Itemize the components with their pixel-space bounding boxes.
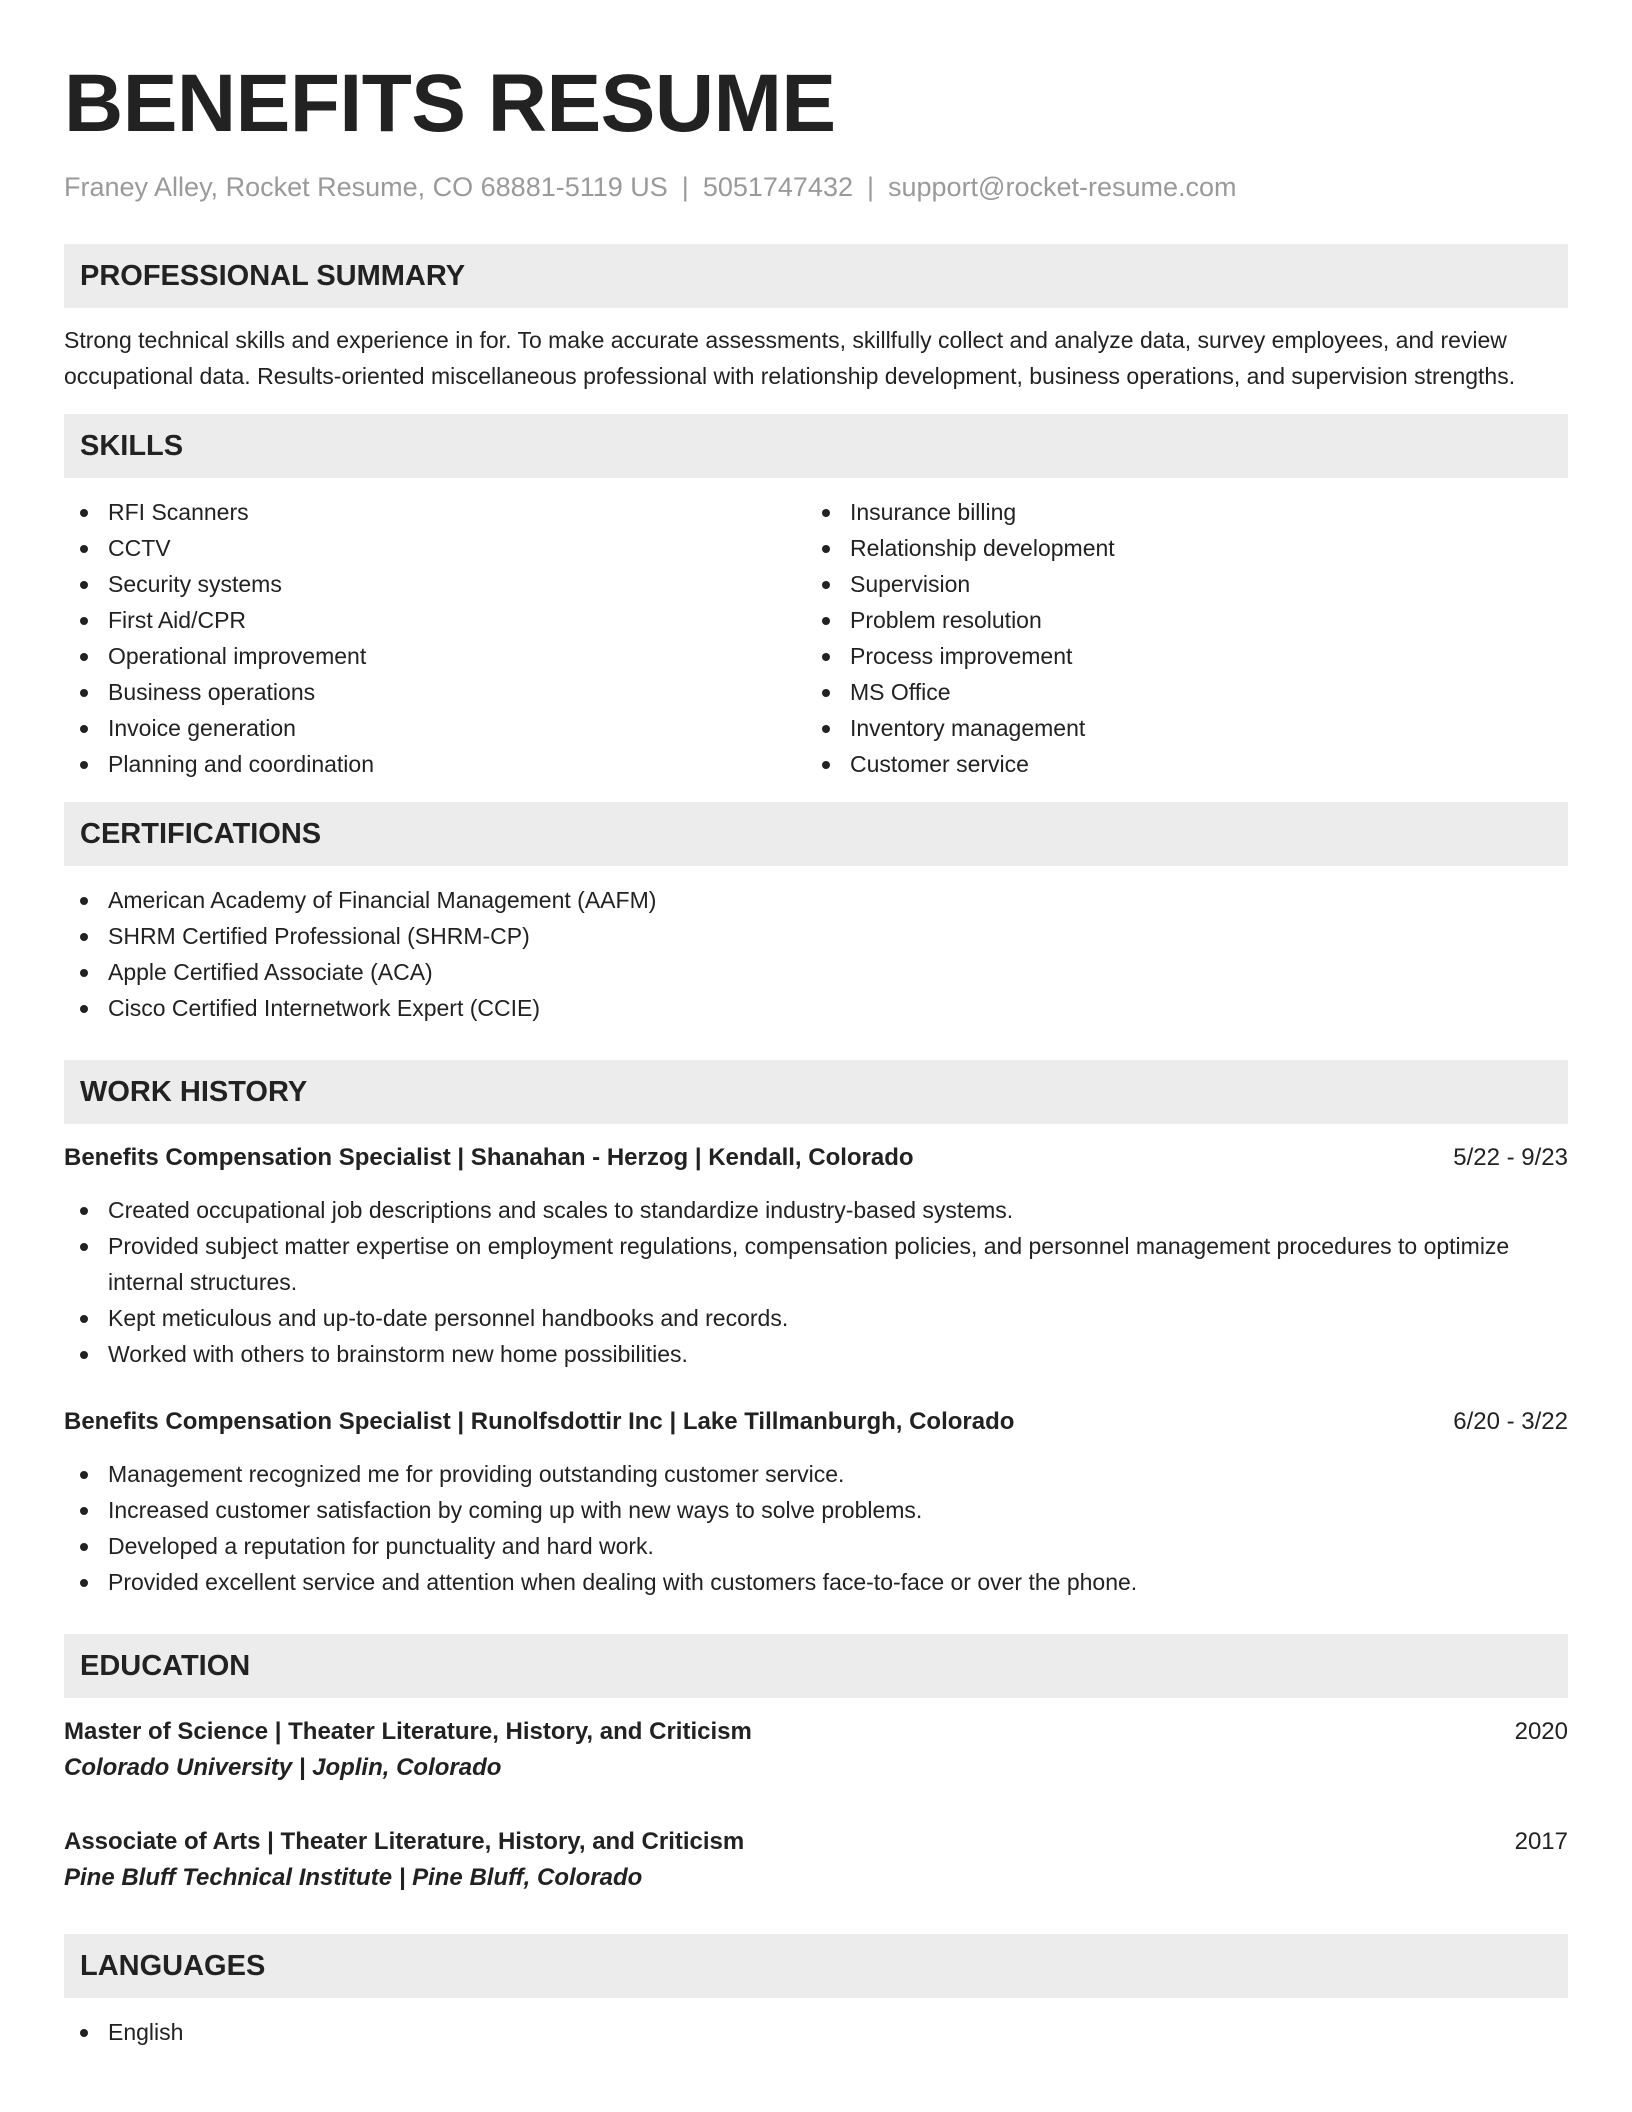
skills-list-left <box>64 494 806 782</box>
skill-item: Process improvement <box>806 638 1548 674</box>
job-bullet: Increased customer satisfaction by coming up with new ways to solve problems. <box>64 1492 1568 1528</box>
resume-page <box>64 0 1568 2050</box>
contact-address: Franey Alley, Rocket Resume, CO 68881-5119 US <box>64 172 668 202</box>
skill-item: Security systems <box>64 566 806 602</box>
job-title: Benefits Compensation Specialist | Shanahan - Herzog | Kendall, Colorado <box>64 1144 914 1171</box>
skill-item: Business operations <box>64 674 806 710</box>
job-header <box>64 1140 1568 1176</box>
job-bullet: Developed a reputation for punctuality and hard work. <box>64 1528 1568 1564</box>
contact-separator: | <box>681 172 689 202</box>
skill-item: Inventory management <box>806 710 1548 746</box>
skill-item: Problem resolution <box>806 602 1548 638</box>
skill-item: MS Office <box>806 674 1548 710</box>
job-dates: 6/20 - 3/22 <box>1453 1408 1568 1435</box>
education-header <box>64 1714 1568 1750</box>
education-header <box>64 1824 1568 1860</box>
job-bullet: Worked with others to brainstorm new home possibilities. <box>64 1336 1568 1372</box>
skill-item: Supervision <box>806 566 1548 602</box>
job-dates: 5/22 - 9/23 <box>1453 1144 1568 1171</box>
education-school: Colorado University | Joplin, Colorado <box>64 1754 502 1781</box>
section-header-certifications: CERTIFICATIONS <box>64 802 1568 866</box>
contact-email: support@rocket-resume.com <box>888 172 1237 202</box>
job-bullet: Management recognized me for providing outstanding customer service. <box>64 1456 1568 1492</box>
resume-title: BENEFITS RESUME <box>64 58 836 149</box>
skill-item: Operational improvement <box>64 638 806 674</box>
skill-item: Insurance billing <box>806 494 1548 530</box>
summary-text: Strong technical skills and experience in for. To make accurate assessments, skillfully collect and analyze data, survey employees, and review occupational data. Results-oriented miscellaneous professional with relationship development, business operations, and supervision strengths. <box>64 327 1516 389</box>
education-year: 2017 <box>1514 1828 1568 1855</box>
job-bullet: Created occupational job descriptions and scales to standardize industry-based systems. <box>64 1192 1568 1228</box>
contact-separator: | <box>866 172 874 202</box>
job-header <box>64 1404 1568 1440</box>
job-bullet: Provided excellent service and attention when dealing with customers face-to-face or over the phone. <box>64 1564 1568 1600</box>
education-school: Pine Bluff Technical Institute | Pine Bluff, Colorado <box>64 1864 643 1891</box>
job-bullet: Kept meticulous and up-to-date personnel handbooks and records. <box>64 1300 1568 1336</box>
job-bullets <box>64 1456 1568 1600</box>
education-year: 2020 <box>1514 1718 1568 1745</box>
job-bullets <box>64 1192 1568 1372</box>
education-degree: Master of Science | Theater Literature, History, and Criticism <box>64 1718 752 1745</box>
skill-item: First Aid/CPR <box>64 602 806 638</box>
certifications-list <box>64 882 1568 1026</box>
skill-item: RFI Scanners <box>64 494 806 530</box>
languages-list <box>64 2014 1568 2050</box>
skills-list-right <box>806 494 1548 782</box>
section-header-languages: LANGUAGES <box>64 1934 1568 1998</box>
language-item: English <box>64 2014 1568 2050</box>
section-header-education: EDUCATION <box>64 1634 1568 1698</box>
skill-item: Customer service <box>806 746 1548 782</box>
job-bullet: Provided subject matter expertise on employment regulations, compensation policies, and personnel management procedures to optimize internal structures. <box>64 1228 1568 1300</box>
section-header-summary: PROFESSIONAL SUMMARY <box>64 244 1568 308</box>
certification-item: Apple Certified Associate (ACA) <box>64 954 1568 990</box>
contact-line <box>64 170 1568 204</box>
skill-item: Invoice generation <box>64 710 806 746</box>
skill-item: Planning and coordination <box>64 746 806 782</box>
certification-item: American Academy of Financial Management (AAFM) <box>64 882 1568 918</box>
certification-item: SHRM Certified Professional (SHRM-CP) <box>64 918 1568 954</box>
skills-grid <box>64 494 1568 782</box>
skill-item: CCTV <box>64 530 806 566</box>
job-title: Benefits Compensation Specialist | Runolfsdottir Inc | Lake Tillmanburgh, Colorado <box>64 1408 1015 1435</box>
skill-item: Relationship development <box>806 530 1548 566</box>
section-header-work-history: WORK HISTORY <box>64 1060 1568 1124</box>
contact-phone: 5051747432 <box>702 172 853 202</box>
section-header-skills: SKILLS <box>64 414 1568 478</box>
education-degree: Associate of Arts | Theater Literature, History, and Criticism <box>64 1828 745 1855</box>
certification-item: Cisco Certified Internetwork Expert (CCIE) <box>64 990 1568 1026</box>
